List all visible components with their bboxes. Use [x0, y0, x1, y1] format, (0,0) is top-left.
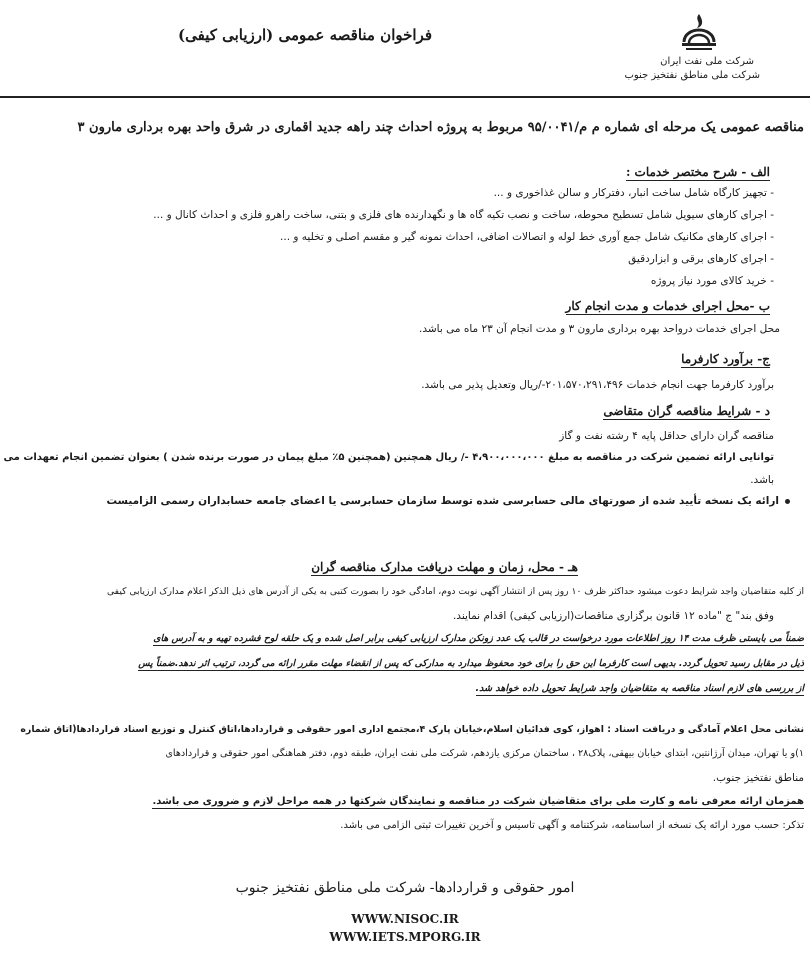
- section-a-item-5: - خرید کالای مورد نیاز پروژه: [650, 275, 774, 287]
- section-e-heading-text: هـ - محل، زمان و مهلت دریافت مدارک مناقصه گران: [311, 560, 578, 574]
- address-line-4: [152, 796, 804, 807]
- website-nisoc: WWW.NISOC.IR: [351, 912, 459, 926]
- notice-title: فراخوان مناقصه عمومی (ارزیابی کیفی): [178, 26, 432, 44]
- header-divider: [0, 96, 810, 98]
- section-c-text: برآورد کارفرما جهت انجام خدمات ۲۰۱،۵۷۰،۲۹۱،۴۹۶-/ریال وتعدیل پذیر می باشد.: [421, 379, 774, 391]
- website-iets: WWW.IETS.MPORG.IR: [329, 930, 481, 944]
- section-a-item-1: - تجهیز کارگاه شامل ساخت انبار، دفترکار و سالن غذاخوری و ...: [493, 187, 774, 199]
- section-e-line-2: وفق بند" ج "ماده ۱۲ قانون برگزاری مناقصات(ارزیابی کیفی) اقدام نمایند.: [452, 610, 774, 622]
- section-c-heading-text: ج- برآورد کارفرما: [681, 352, 770, 366]
- section-a-heading: [626, 165, 770, 179]
- address-line-1: [20, 724, 804, 735]
- section-b-heading-text: ب -محل اجرای خدمات و مدت انجام کار: [565, 299, 770, 313]
- section-a-heading-text: الف - شرح مختصر خدمات :: [625, 165, 770, 179]
- section-e-italic-2: [138, 658, 804, 669]
- section-e-heading: [311, 560, 578, 574]
- section-a-item-3: - اجرای کارهای مکانیک شامل جمع آوری خط لوله و اتصالات اضافی، احداث نمونه گیر و مقسم اصلی و تخلیه و ...: [280, 231, 774, 243]
- section-a-item-2: - اجرای کارهای سیویل شامل تسطیح محوطه، ساخت و نصب تکیه گاه ها و نگهدارنده های فلزی و بتنی، ساخت راهرو فلزی و احداث کانال و ...: [153, 209, 774, 221]
- section-e-line-1: از کلیه متقاضیان واجد شرایط دعوت میشود حداکثر ظرف ۱۰ روز پس از انتشار آگهی نوبت دوم، امادگی خود را بصورت کتبی به یکی از آدرس های ذیل الذکر اعلام مدارک ارزیابی کیفی: [107, 586, 804, 597]
- nioc-flame-logo-icon: [676, 12, 722, 56]
- section-b-heading: [566, 299, 770, 313]
- section-a-item-4: - اجرای کارهای برقی و ابزاردقیق: [628, 253, 774, 265]
- section-e-italic-3: [476, 683, 804, 694]
- section-d-line-1: مناقصه گران دارای حداقل پایه ۴ رشته نفت و گاز: [559, 430, 774, 442]
- section-d-line-2: توانایی ارائه تضمین شرکت در مناقصه به مبلغ ۴،۹۰۰،۰۰۰،۰۰۰ -/ ریال همچنین (همچنین ۵٪ مبلغ پیمان در صورت برنده شدن ) بعنوان تضمین انجام تعهدات می: [3, 452, 774, 463]
- section-d-line-2b: باشد.: [750, 474, 774, 486]
- address-line-5: تذکر: حسب مورد ارائه یک نسخه از اساسنامه، شرکتنامه و آگهی تاسیس و آخرین تغییرات ثبتی الزامی می باشد.: [340, 820, 804, 831]
- section-d-line-3-text: ارائه یک نسخه تأیید شده از صورتهای مالی حسابرسی شده توسط سازمان حسابرسی یا اعضای جامعه حسابداران رسمی الزامیست: [106, 495, 779, 507]
- address-line-2: ۱)و یا تهران، میدان آرژانتین، ابتدای خیابان بیهقی، پلاک۲۸ ، ساختمان مرکزی یازدهم، شرکت ملی نفت ایران، طبقه دوم، دفتر هماهنگی امور حقوقی و قراردادهای: [165, 748, 804, 759]
- tender-subject: مناقصه عمومی یک مرحله ای شماره م م/۹۵/۰۰۴۱ مربوط به پروژه احداث چند راهه جدید اقماری در شرق واحد بهره برداری مارون ۳: [77, 120, 804, 135]
- bullet-icon: [785, 499, 790, 504]
- address-line-4-text: همزمان ارائه معرفی نامه و کارت ملی برای متقاضیان شرکت در مناقصه و نمایندگان شرکتها در همه مراحل لازم و ضروری می باشد.: [152, 796, 804, 807]
- section-d-heading-text: د - شرایط مناقصه گران متقاضی: [603, 404, 770, 418]
- section-e-italic-3-text: از بررسی های لازم اسناد مناقصه به متقاضیان واجد شرایط تحویل داده خواهد شد.: [475, 683, 804, 694]
- section-e-italic-1: [153, 633, 804, 644]
- section-e-italic-2-text: ذیل در مقابل رسید تحویل گردد. بدیهی است کارفرما این حق را برای خود محفوظ میدارد به مدارکی که پس از انقضاء مهلت مقرر ارائه می گردد، ترتیب اثر ندهد.ضمناً پس: [138, 658, 804, 669]
- section-b-text: محل اجرای خدمات درواحد بهره برداری مارون ۳ و مدت انجام آن ۲۳ ماه می باشد.: [419, 323, 780, 335]
- section-d-heading: [603, 404, 770, 418]
- section-e-italic-1-text: ضمناً می بایستی ظرف مدت ۱۴ روز اطلاعات مورد درخواست در قالب یک عدد زونکن مدارک ارزیابی کیفی برابر اصل شده و یک حلقه لوح فشرده تهیه و به آدرس های: [153, 633, 804, 644]
- address-line-3: مناطق نفتخیز جنوب.: [712, 772, 804, 784]
- section-c-heading: [681, 352, 770, 366]
- footer-department: امور حقوقی و قراردادها- شرکت ملی مناطق نفتخیز جنوب: [235, 880, 575, 896]
- address-line-1-text: نشانی محل اعلام آمادگی و دریافت اسناد : اهواز، کوی فدائیان اسلام،خیابان پارک ۴،مجتمع اداری امور حقوقی و قراردادها،اتاق کنترل و توزیع اسناد قراردادها(اتاق شماره: [20, 724, 804, 735]
- company-line-1: شرکت ملی نفت ایران: [660, 56, 754, 67]
- company-line-2: شرکت ملی مناطق نفتخیز جنوب: [624, 70, 760, 81]
- section-d-line-3: [107, 495, 790, 507]
